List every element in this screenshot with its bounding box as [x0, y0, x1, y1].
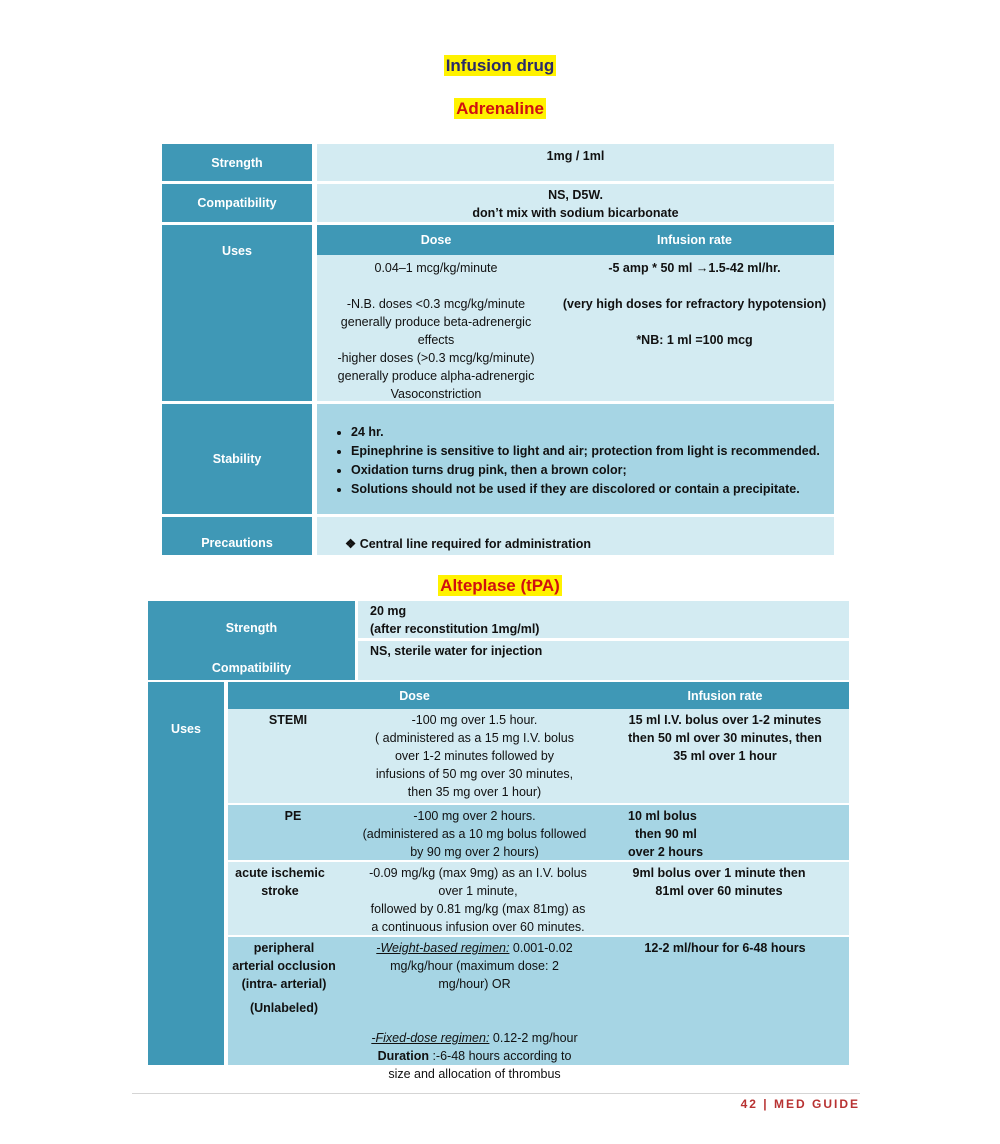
row-dose-stroke: -0.09 mg/kg (max 9mg) as an I.V. bolus over 1 minute, followed by 0.81 mg/kg (max 81mg) as a continuous infusion over 60 minutes.	[369, 866, 587, 934]
precautions-value: ❖ Central line required for administration	[317, 517, 834, 555]
row-dose-stemi: -100 mg over 1.5 hour. ( administered as a 15 mg I.V. bolus over 1-2 minutes followed by infusions of 50 mg over 30 minutes, then 35 mg over 1 hour)	[375, 713, 574, 799]
row-label-stroke: acute ischemic stroke	[235, 866, 325, 898]
compatibility-label-2: Compatibility	[211, 661, 292, 675]
table-row	[228, 805, 849, 860]
infusion-rate-header: Infusion rate	[555, 225, 834, 255]
table-row	[228, 937, 849, 1081]
dose-header: Dose	[317, 225, 555, 255]
compatibility-label: Compatibility	[162, 184, 312, 222]
stability-label: Stability	[162, 404, 312, 514]
uses-content	[317, 255, 834, 401]
diamond-bullet-icon: ❖	[345, 537, 357, 551]
list-item: • Epinephrine is sensitive to light and air; protection from light is recommended.	[351, 442, 834, 460]
compatibility-value-2: NS, sterile water for injection	[358, 641, 849, 680]
dose-text: 0.04–1 mcg/kg/minute -N.B. doses <0.3 mcg/kg/minute generally produce beta-adrenergic effects -higher doses (>0.3 mcg/kg/minute) generally produce alpha-adrenergic Vasoconstriction	[337, 261, 535, 401]
infusion-rate-header-2: Infusion rate	[601, 682, 849, 709]
row-rate-stroke: 9ml bolus over 1 minute then 81ml over 60 minutes	[632, 866, 806, 898]
strength-value-2: 20 mg (after reconstitution 1mg/ml)	[358, 601, 849, 638]
row-dose-pao: -Weight-based regimen: 0.001-0.02 mg/kg/hour (maximum dose: 2 mg/hour) OR -Fixed-dose regimen: 0.12-2 mg/hour Duration :-6-48 hours according to size and allocation of thrombus	[371, 941, 578, 1081]
footer-divider	[132, 1093, 860, 1094]
drug-name-adrenaline: Adrenaline	[456, 99, 544, 118]
uses-label: Uses	[162, 225, 312, 401]
list-item: • 24 hr.	[351, 423, 834, 441]
table-row	[228, 862, 849, 935]
precautions-label: Precautions	[162, 517, 312, 555]
row-label-pe: PE	[284, 809, 302, 823]
strength-compatibility-label	[148, 601, 355, 680]
drug-name-alteplase: Alteplase (tPA)	[440, 576, 560, 595]
stability-content	[317, 404, 834, 514]
dose-header-2: Dose	[228, 682, 601, 709]
strength-label: Strength	[162, 144, 312, 181]
stability-list	[317, 423, 834, 498]
strength-value: 1mg / 1ml	[317, 144, 834, 181]
row-label-stemi: STEMI	[268, 713, 308, 727]
list-item: • Solutions should not be used if they are discolored or contain a precipitate.	[351, 480, 834, 498]
list-item: • Oxidation turns drug pink, then a brown color;	[351, 461, 834, 479]
row-label-pao: peripheral arterial occlusion (intra- arterial) (Unlabeled)	[232, 941, 336, 1015]
row-rate-pao: 12-2 ml/hour for 6-48 hours	[644, 941, 806, 955]
infusion-rate-text: -5 amp * 50 ml →1.5-42 ml/hr. (very high doses for refractory hypotension) *NB: 1 ml =100 mcg	[562, 261, 827, 347]
compatibility-value: NS, D5W. don’t mix with sodium bicarbonate	[317, 184, 834, 222]
table-row	[228, 709, 849, 803]
page-footer: 42 | MED GUIDE	[740, 1097, 860, 1111]
row-rate-pe: 10 ml bolus then 90 ml over 2 hours	[628, 809, 704, 859]
row-dose-pe: -100 mg over 2 hours. (administered as a 10 mg bolus followed by 90 mg over 2 hours)	[362, 809, 587, 859]
row-rate-stemi: 15 ml I.V. bolus over 1-2 minutes then 50 ml over 30 minutes, then 35 ml over 1 hour	[628, 713, 822, 763]
uses-label-2: Uses	[148, 682, 224, 1065]
page-title: Infusion drug	[445, 56, 555, 75]
strength-label-2: Strength	[225, 621, 278, 635]
